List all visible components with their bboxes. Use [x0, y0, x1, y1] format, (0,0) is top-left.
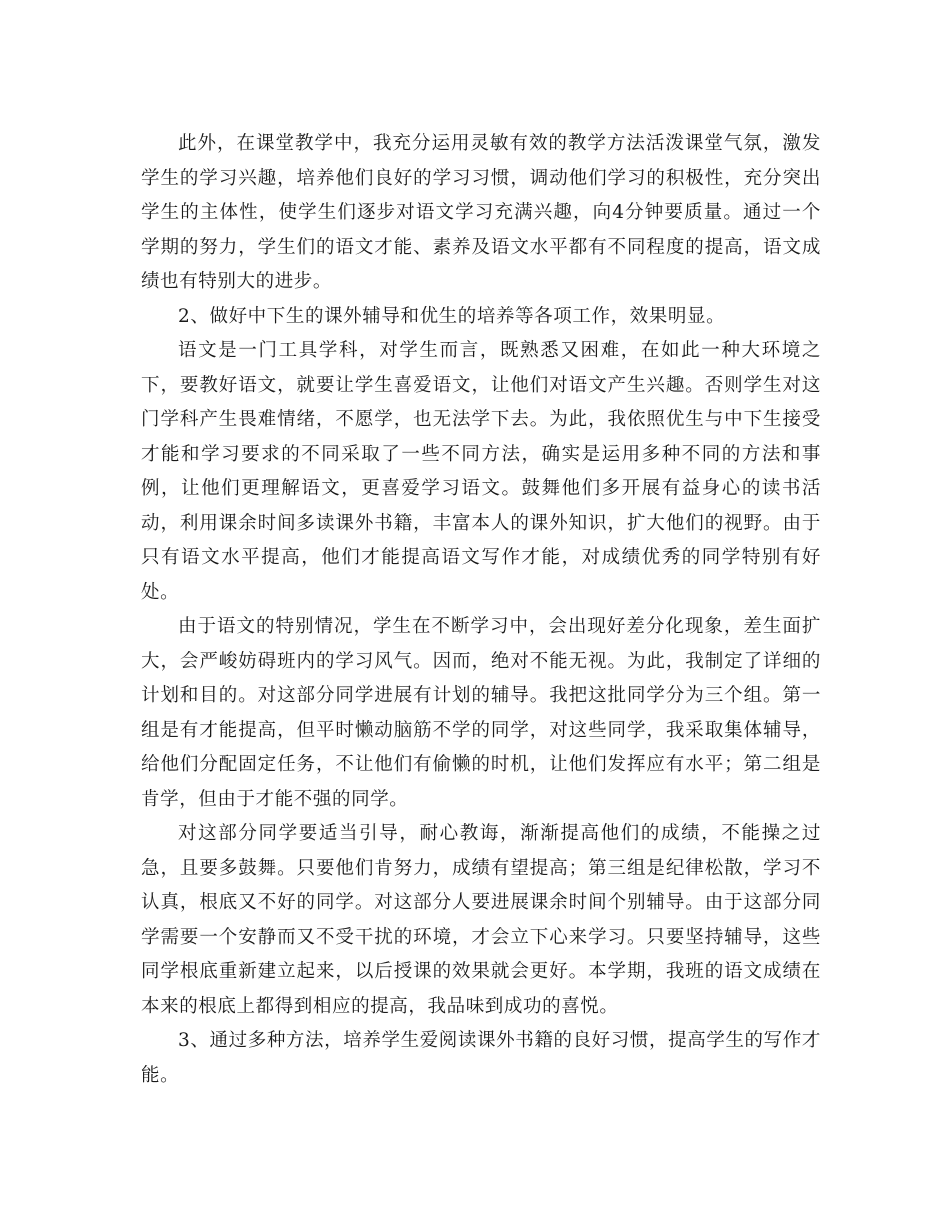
paragraph-classroom-teaching: 此外，在课堂教学中，我充分运用灵敏有效的教学方法活泼课堂气氛，激发学生的学习兴趣，培养他们良好的学习习惯，调动他们学习的积极性，充分突出学生的主体性，使学生们逐步对语文学习充满兴趣，向4分钟要质量。通过一个学期的努力，学生们的语文才能、素养及语文水平都有不同程度的提高，语文成绩也有特别大的进步。 [141, 133, 821, 292]
paragraph-heading-3: 3、通过多种方法，培养学生爱阅读课外书籍的良好习惯，提高学生的写作才能。 [141, 1030, 821, 1086]
paragraph-heading-2: 2、做好中下生的课外辅导和优生的培养等各项工作，效果明显。 [178, 305, 726, 327]
paragraph-student-groups: 由于语文的特别情况，学生在不断学习中，会出现好差分化现象，差生面扩大，会严峻妨碍班内的学习风气。因而，绝对不能无视。为此，我制定了详细的计划和目的。对这部分同学进展有计划的辅导。我把这批同学分为三个组。第一组是有才能提高，但平时懒动脑筋不学的同学，对这些同学，我采取集体辅导，给他们分配固定任务，不让他们有偷懒的时机，让他们发挥应有水平；第二组是肯学，但由于才能不强的同学。 [141, 616, 821, 810]
paragraph-chinese-subject: 语文是一门工具学科，对学生而言，既熟悉又困难，在如此一种大环境之下，要教好语文，就要让学生喜爱语文，让他们对语文产生兴趣。否则学生对这门学科产生畏难情绪，不愿学，也无法学下去。为此，我依照优生与中下生接受才能和学习要求的不同采取了一些不同方法，确实是运用多种不同的方法和事例，让他们更理解语文，更喜爱学习语文。鼓舞他们多开展有益身心的读书活动，利用课余时间多读课外书籍，丰富本人的课外知识，扩大他们的视野。由于只有语文水平提高，他们才能提高语文写作才能，对成绩优秀的同学特别有好处。 [141, 340, 821, 603]
document-body [141, 127, 821, 1093]
paragraph-guidance: 对这部分同学要适当引导，耐心教诲，渐渐提高他们的成绩，不能操之过急，且要多鼓舞。只要他们肯努力，成绩有望提高；第三组是纪律松散，学习不认真，根底又不好的同学。对这部分人要进展课余时间个别辅导。由于这部分同学需要一个安静而又不受干扰的环境，才会立下心来学习。只要坚持辅导，这些同学根底重新建立起来，以后授课的效果就会更好。本学期，我班的语文成绩在本来的根底上都得到相应的提高，我品味到成功的喜悦。 [141, 823, 821, 1017]
